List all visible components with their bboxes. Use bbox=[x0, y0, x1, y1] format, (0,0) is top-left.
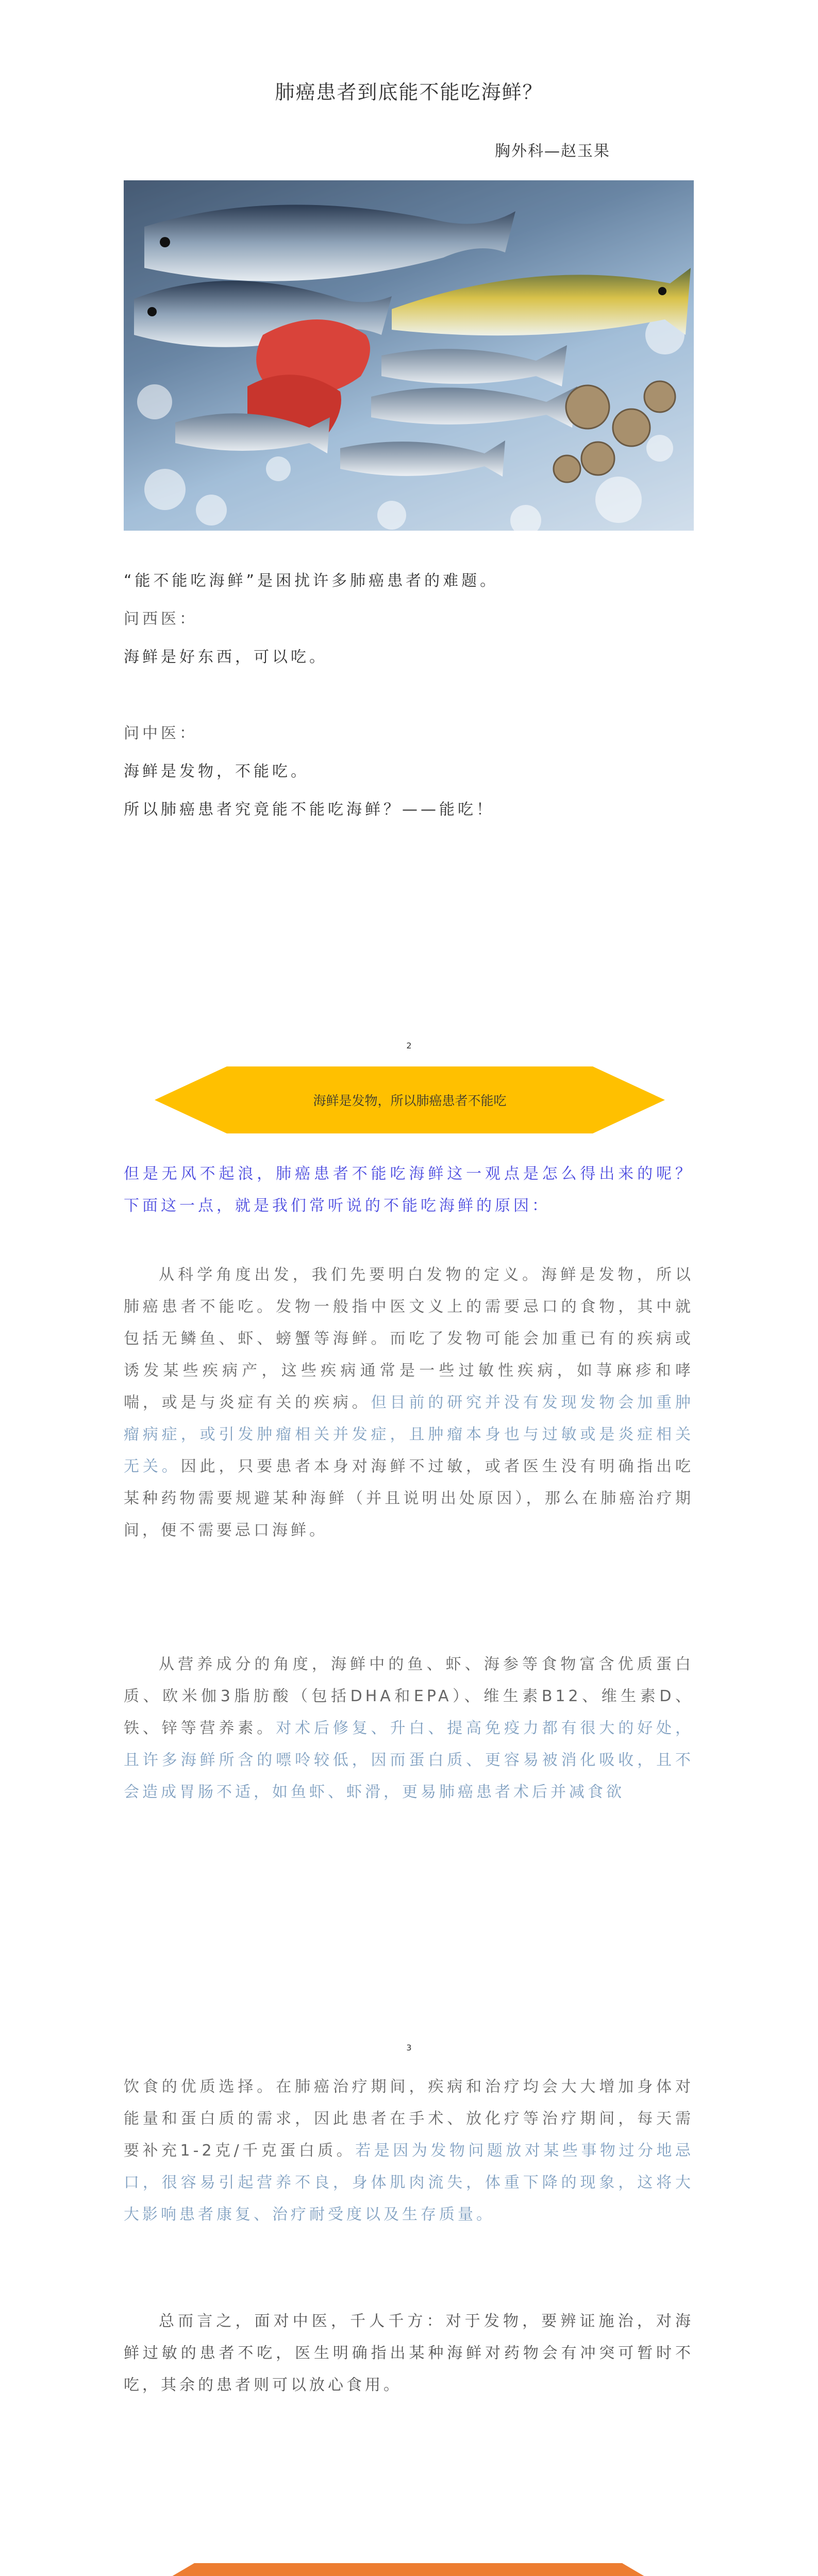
intro-conclusion: 所以肺癌患者究竟能不能吃海鲜？——能吃！ bbox=[124, 801, 495, 819]
p1-seg-2: 因此，只要患者本身对海鲜不过敏，或者医生没有明确指出吃某种药物需要规避某种海鲜（并且说明出处原因），那么在肺癌治疗期间，便不需要忌口海鲜。 bbox=[124, 1458, 694, 1539]
section1-paragraph-1 bbox=[124, 1259, 694, 1547]
western-answer: 海鲜是好东西，可以吃。 bbox=[124, 648, 328, 666]
section1-paragraph-2 bbox=[124, 1649, 694, 1808]
p2-seg-0: 从营养成分的角度，海鲜中的鱼、虾、海参等食物富含优质蛋白质、欧米伽3脂肪酸（包括DHA和EPA）、维生素B12、维生素D、铁、锌等营养素。 bbox=[124, 1655, 694, 1737]
western-label: 问西医： bbox=[124, 610, 198, 628]
chinese-label: 问中医： bbox=[124, 724, 198, 742]
section1-lead: 但是无风不起浪，肺癌患者不能吃海鲜这一观点是怎么得出来的呢？下面这一点，就是我们常听说的不能吃海鲜的原因： bbox=[124, 1165, 694, 1215]
section1-paragraph-4: 总而言之，面对中医，千人千方：对于发物，要辨证施治，对海鲜过敏的患者不吃，医生明确指出某种海鲜对药物会有冲突可暂时不吃，其余的患者则可以放心食用。 bbox=[124, 2312, 694, 2394]
section1-paragraph-3 bbox=[124, 2071, 694, 2231]
banner-fa-wu bbox=[155, 1066, 665, 1133]
chinese-answer: 海鲜是发物，不能吃。 bbox=[124, 762, 309, 781]
p3-seg-1: 若是因为发物问题放对某些事物过分地忌口，很容易引起营养不良，身体肌肉流失，体重下降的现象，这将大大影响患者康复、治疗耐受度以及生存质量。 bbox=[124, 2142, 694, 2224]
author-byline: 胸外科—赵玉果 bbox=[495, 142, 610, 160]
p1-seg-1: 但目前的研究并没有发现发物会加重肿瘤病症，或引发肿瘤相关并发症，且肿瘤本身也与过敏或是炎症相关无关。 bbox=[124, 1394, 694, 1476]
intro-question: “能不能吃海鲜”是困扰许多肺癌患者的难题。 bbox=[124, 572, 499, 590]
seafood-illustration bbox=[124, 180, 694, 531]
article-title: 肺癌患者到底能不能吃海鲜？ bbox=[275, 81, 543, 104]
banner-how-to-eat bbox=[109, 2563, 707, 2576]
p3-seg-0: 饮食的优质选择。在肺癌治疗期间，疾病和治疗均会大大增加身体对能量和蛋白质的需求，因此患者在手术、放化疗等治疗期间，每天需要补充1-2克/千克蛋白质。 bbox=[124, 2078, 694, 2160]
p2-seg-1: 对术后修复、升白、提高免疫力都有很大的好处，且许多海鲜所含的嘌呤较低，因而蛋白质、更容易被消化吸收，且不会造成胃肠不适，如鱼虾、虾滑，更易肺癌患者术后并减食欲 bbox=[124, 1719, 694, 1801]
page-number: 3 bbox=[406, 2043, 412, 2053]
page-number: 2 bbox=[406, 1041, 412, 1050]
seafood-photo bbox=[124, 180, 694, 531]
p1-seg-0: 从科学角度出发，我们先要明白发物的定义。海鲜是发物，所以肺癌患者不能吃。发物一般指中医文义上的需要忌口的食物，其中就包括无鳞鱼、虾、螃蟹等海鲜。而吃了发物可能会加重已有的疾病或诱发某些疾病产，这些疾病通常是一些过敏性疾病，如荨麻疹和哮喘，或是与炎症有关的疾病。 bbox=[124, 1266, 694, 1412]
banner-fa-wu-text: 海鲜是发物，所以肺癌患者不能吃 bbox=[313, 1093, 507, 1108]
